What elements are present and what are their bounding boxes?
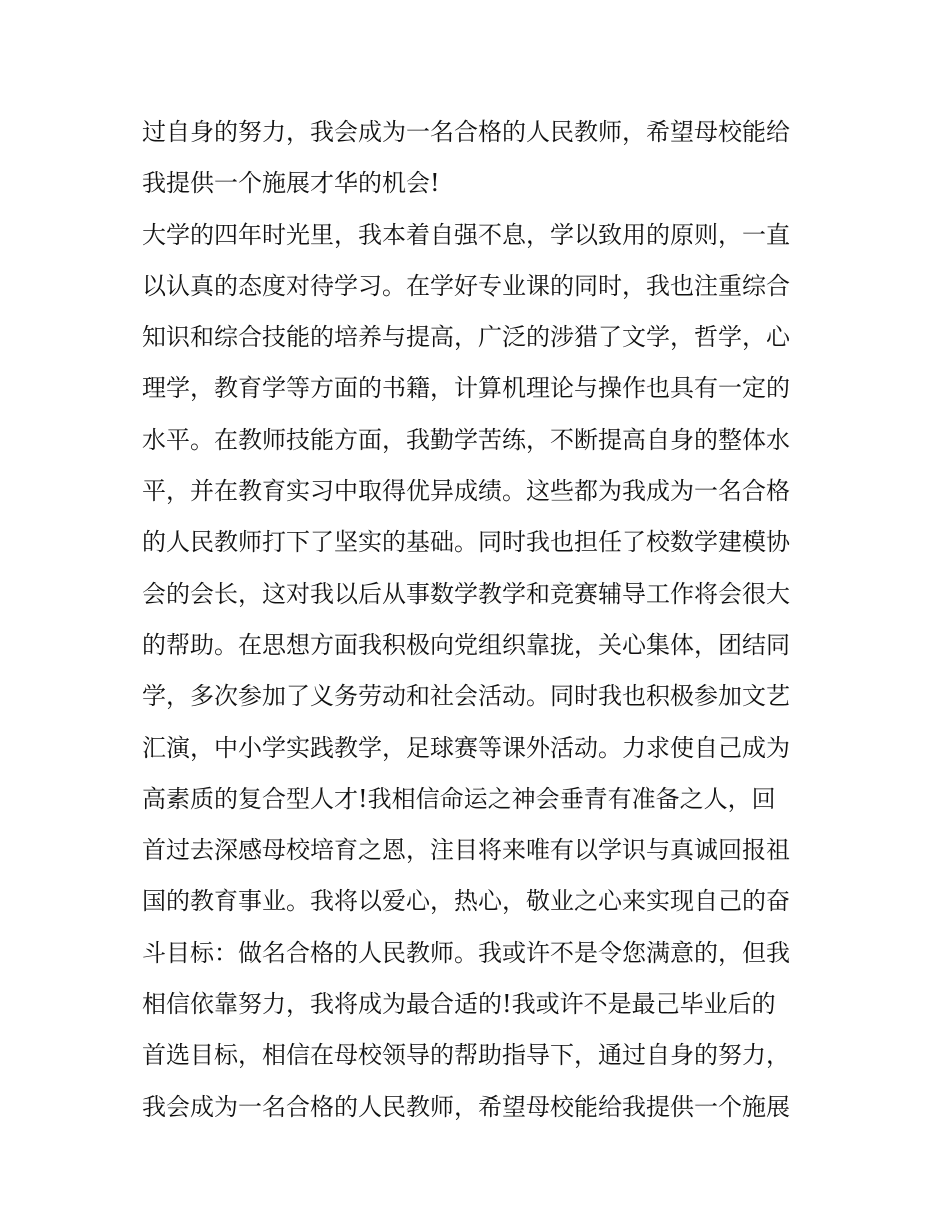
- text-line: 相信依靠努力，我将成为最合适的!我或许不是最己毕业后的: [142, 990, 776, 1019]
- text-line: 过自身的努力，我会成为一名合格的人民教师，希望母校能给: [142, 118, 790, 146]
- text-line: 以认真的态度对待学习。在学好专业课的同时，我也注重综合: [142, 271, 790, 300]
- text-line: 大学的四年时光里，我本着自强不息，学以致用的原则，一直: [142, 220, 790, 249]
- text-line: 学，多次参加了义务劳动和社会活动。同时我也积极参加文艺: [142, 682, 790, 711]
- text-line: 国的教育事业。我将以爱心，热心，敬业之心来实现自己的奋: [142, 887, 790, 916]
- text-line: 首过去深感母校培育之恩，注目将来唯有以学识与真诚回报祖: [142, 836, 790, 865]
- text-line: 我提供一个施展才华的机会!: [142, 169, 440, 198]
- text-line: 首选目标，相信在母校领导的帮助指导下，通过自身的努力，: [142, 1041, 790, 1070]
- body-text: [142, 107, 822, 1133]
- text-line: 我会成为一名合格的人民教师，希望母校能给我提供一个施展: [142, 1092, 790, 1121]
- text-line: 高素质的复合型人才!我相信命运之神会垂青有准备之人，回: [142, 784, 776, 813]
- text-line: 的人民教师打下了坚实的基础。同时我也担任了校数学建模协: [142, 528, 790, 557]
- text-line: 斗目标：做名合格的人民教师。我或许不是令您满意的，但我: [142, 938, 790, 967]
- text-line: 平，并在教育实习中取得优异成绩。这些都为我成为一名合格: [142, 477, 790, 506]
- text-line: 水平。在教师技能方面，我勤学苦练，不断提高自身的整体水: [142, 425, 790, 454]
- text-line: 的帮助。在思想方面我积极向党组织靠拢，关心集体，团结同: [142, 630, 790, 659]
- text-line: 理学，教育学等方面的书籍，计算机理论与操作也具有一定的: [142, 374, 790, 403]
- text-line: 汇演，中小学实践教学，足球赛等课外活动。力求使自己成为: [142, 733, 790, 762]
- text-line: 知识和综合技能的培养与提高，广泛的涉猎了文学，哲学，心: [142, 323, 790, 352]
- text-line: 会的会长，这对我以后从事数学教学和竞赛辅导工作将会很大: [142, 579, 790, 608]
